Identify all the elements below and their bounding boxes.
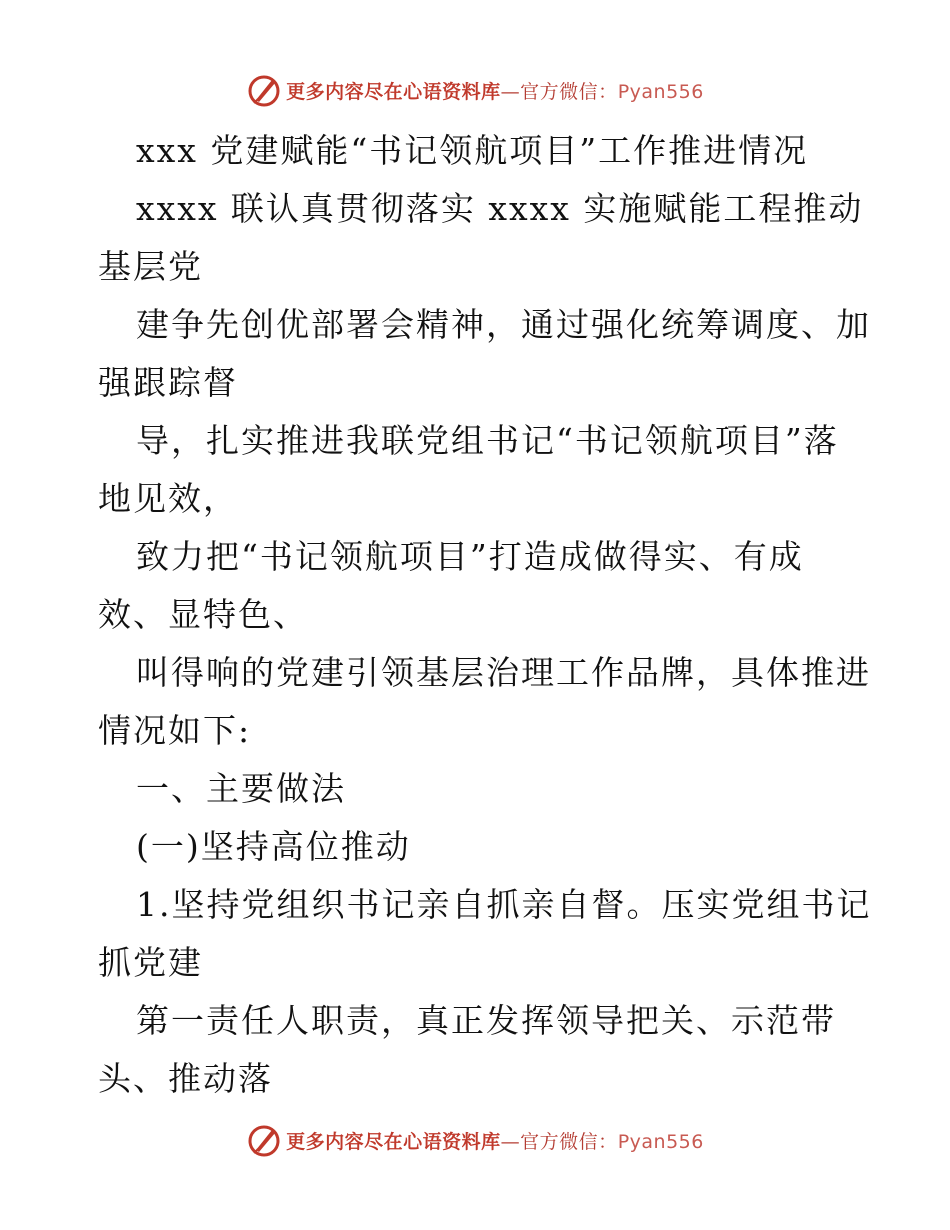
paragraph-line: 情况如下:	[98, 711, 252, 750]
paragraph-line: 叫得响的党建引领基层治理工作品牌，具体推进	[136, 653, 871, 692]
paragraph-line: 建争先创优部署会精神，通过强化统筹调度、加	[136, 305, 871, 344]
quill-pen-icon	[246, 72, 282, 108]
paragraph-line: 第一责任人职责，真正发挥领导把关、示范带	[136, 1001, 836, 1040]
wechat-label: 官方微信：	[520, 80, 618, 103]
paragraph-line: 地见效，	[98, 479, 238, 518]
watermark-dash: —	[500, 80, 521, 103]
subsection-heading: (一)坚持高位推动	[136, 827, 411, 866]
paragraph-line: 1.坚持党组织书记亲自抓亲自督。压实党组书记	[136, 885, 872, 924]
header-watermark-banner	[0, 70, 950, 110]
document-title: xxx 党建赋能“书记领航项目”工作推进情况	[136, 131, 809, 170]
footer-watermark-banner	[0, 1120, 950, 1160]
paragraph-line: 强跟踪督	[98, 363, 238, 402]
paragraph-line: 效、显特色、	[98, 595, 308, 634]
wechat-label: 官方微信：	[520, 1130, 618, 1153]
watermark-text	[286, 1127, 704, 1154]
watermark-text	[286, 77, 704, 104]
paragraph-line: 导，扎实推进我联党组书记“书记领航项目”落	[136, 421, 839, 460]
paragraph-line: 基层党	[98, 247, 203, 286]
watermark-dash: —	[500, 1130, 521, 1153]
watermark-main-text: 更多内容尽在心语资料库	[286, 80, 501, 103]
paragraph-line: 头、推动落	[98, 1059, 273, 1098]
paragraph-line: 抓党建	[98, 943, 203, 982]
wechat-id: Pyan556	[617, 80, 704, 103]
paragraph-line: 致力把“书记领航项目”打造成做得实、有成	[136, 537, 804, 576]
quill-pen-icon	[246, 1122, 282, 1158]
paragraph-line: xxxx 联认真贯彻落实 xxxx 实施赋能工程推动	[136, 189, 864, 228]
watermark-main-text: 更多内容尽在心语资料库	[286, 1130, 501, 1153]
wechat-id: Pyan556	[617, 1130, 704, 1153]
section-heading: 一、主要做法	[136, 769, 346, 808]
document-body	[98, 122, 872, 1108]
